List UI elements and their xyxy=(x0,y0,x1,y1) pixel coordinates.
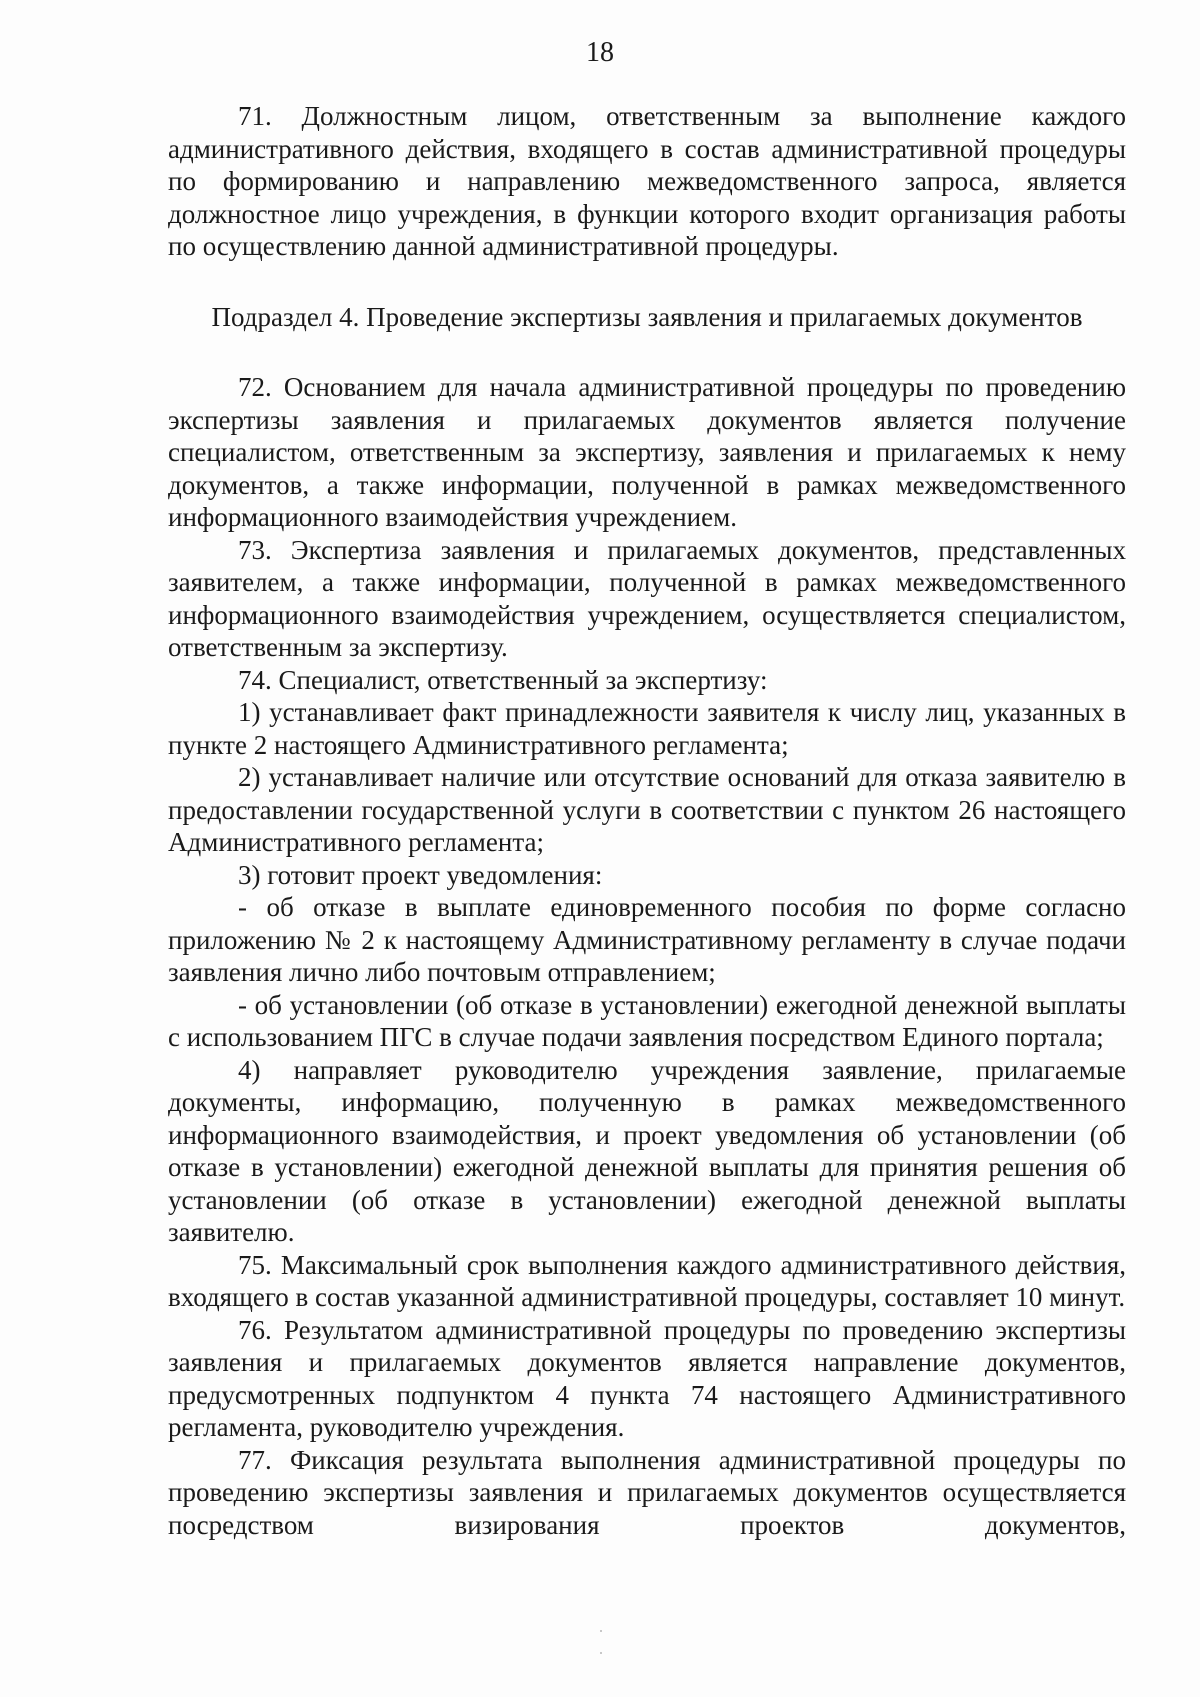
paragraph-74-item-3-bullet-a: - об отказе в выплате единовременного пособия по форме согласно приложению № 2 к настоящему Административному регламенту в случае подачи заявления лично либо почтовым отправлением; xyxy=(168,892,1126,987)
paragraph-74: 74. Специалист, ответственный за экспертизу: xyxy=(238,664,768,695)
paragraph-73: 73. Экспертиза заявления и прилагаемых документов, представленных заявителем, а также информации, полученной в рамках межведомственного информационного взаимодействия учреждением, осуществляется специалистом, ответственным за экспертизу. xyxy=(168,534,1126,662)
scan-speck xyxy=(600,1652,602,1654)
paragraph-74-item-1: 1) устанавливает факт принадлежности заявителя к числу лиц, указанных в пункте 2 настоящего Административного регламента; xyxy=(168,697,1126,760)
paragraph-75: 75. Максимальный срок выполнения каждого административного действия, входящего в состав указанной административной процедуры, составляет 10 минут. xyxy=(168,1249,1126,1312)
page-number: 18 xyxy=(586,37,614,68)
document-body xyxy=(168,100,1126,1541)
paragraph-77: 77. Фиксация результата выполнения административной процедуры по проведению экспертизы заявления и прилагаемых документов осуществляется посредством визирования проектов документов, xyxy=(168,1444,1126,1540)
paragraph-71: 71. Должностным лицом, ответственным за выполнение каждого административного действия, входящего в состав административной процедуры по формированию и направлению межведомственного запроса, является должностное лицо учреждения, в функции которого входит организация работы по осуществлению данной административной процедуры. xyxy=(168,101,1126,261)
paragraph-74-item-3: 3) готовит проект уведомления: xyxy=(238,859,603,890)
paragraph-74-item-3-bullet-b: - об установлении (об отказе в установлении) ежегодной денежной выплаты с использованием ПГС в случае подачи заявления посредством Единого портала; xyxy=(168,989,1126,1052)
scan-speck xyxy=(600,1630,602,1632)
subsection-heading: Подраздел 4. Проведение экспертизы заявления и прилагаемых документов xyxy=(211,301,1083,332)
paragraph-74-item-2: 2) устанавливает наличие или отсутствие оснований для отказа заявителю в предоставлении государственной услуги в соответствии с пунктом 26 настоящего Административного регламента; xyxy=(168,762,1126,857)
paragraph-76: 76. Результатом административной процедуры по проведению экспертизы заявления и прилагаемых документов является направление документов, предусмотренных подпунктом 4 пункта 74 настоящего Административного регламента, руководителю учреждения. xyxy=(168,1314,1126,1442)
paragraph-74-item-4: 4) направляет руководителю учреждения заявление, прилагаемые документы, информацию, полученную в рамках межведомственного информационного взаимодействия, и проект уведомления об установлении (об отказе в установлении) ежегодной денежной выплаты для принятия решения об установлении (об отказе в установлении) ежегодной денежной выплаты заявителю. xyxy=(168,1054,1126,1247)
paragraph-72: 72. Основанием для начала административной процедуры по проведению экспертизы заявления и прилагаемых документов является получение специалистом, ответственным за экспертизу, заявления и прилагаемых к нему документов, а также информации, полученной в рамках межведомственного информационного взаимодействия учреждением. xyxy=(168,372,1126,532)
